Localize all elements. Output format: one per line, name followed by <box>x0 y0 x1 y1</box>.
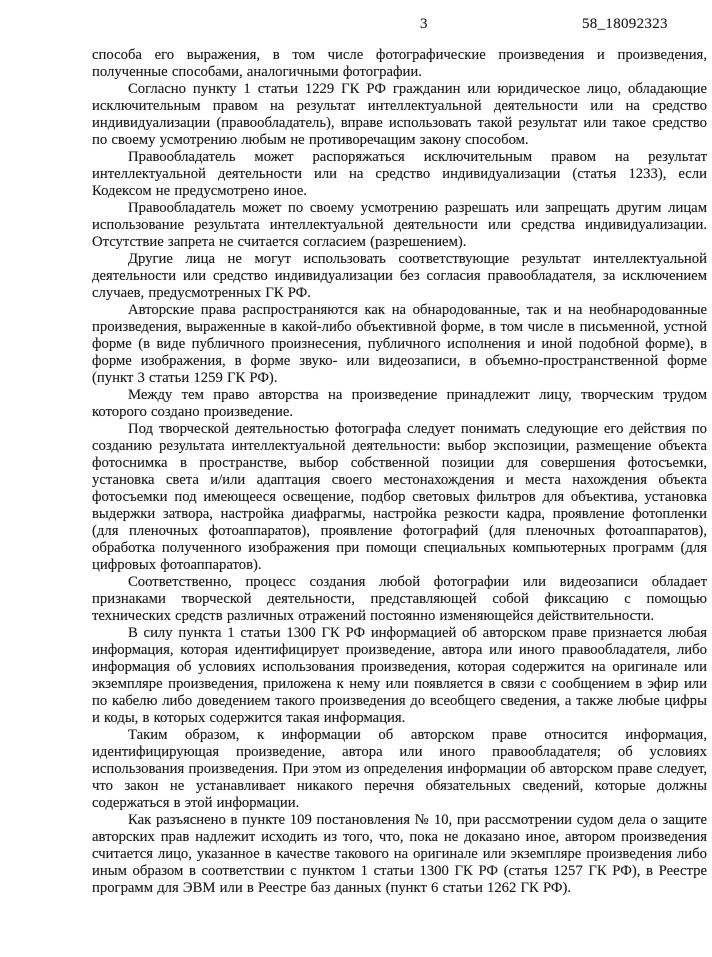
paragraph: Правообладатель может распоряжаться исключительным правом на результат интеллектуальной деятельности или на средство индивидуализации (статья 1233), если Кодексом не предусмотрено иное. <box>92 149 707 199</box>
paragraph: Другие лица не могут использовать соответствующие результат интеллектуальной деятельности или средство индивидуализации без согласия правообладателя, за исключением случаев, предусмотренных ГК РФ. <box>92 251 707 301</box>
paragraph: Согласно пункту 1 статьи 1229 ГК РФ гражданин или юридическое лицо, обладающие исключительным правом на результат интеллектуальной деятельности или на средство индивидуализации (правообладатель), вправе использовать такой результат или такое средство по своему усмотрению любым не противоречащим закону способом. <box>92 81 707 148</box>
paragraph: Авторские права распространяются как на обнародованные, так и на необнародованные произведения, выраженные в какой-либо объективной форме, в том числе в письменной, устной форме (в виде публичного произнесения, публичного исполнения и иной подобной форме), в форме изображения, в форме звуко- или видеозаписи, в объемно-пространственной форме (пункт 3 статьи 1259 ГК РФ). <box>92 302 707 386</box>
paragraph: Правообладатель может по своему усмотрению разрешать или запрещать другим лицам использование результата интеллектуальной деятельности или средства индивидуализации. Отсутствие запрета не считается согласием (разрешением). <box>92 200 707 250</box>
paragraph: способа его выражения, в том числе фотографические произведения и произведения, полученные способами, аналогичными фотографии. <box>92 47 707 80</box>
paragraph: В силу пункта 1 статьи 1300 ГК РФ информацией об авторском праве признается любая информация, которая идентифицирует произведение, автора или иного правообладателя, либо информация об условиях использования произведения, которая содержится на оригинале или экземпляре произведения, приложена к нему или появляется в связи с сообщением в эфир или по кабелю либо доведением такого произведения до всеобщего сведения, а также любые цифры и коды, в которых содержится такая информация. <box>92 625 707 726</box>
paragraph: Таким образом, к информации об авторском праве относится информация, идентифицирующая произведение, автора или иного правообладателя; об условиях использования произведения. При этом из определения информации об авторском праве следует, что закон не устанавливает никакого перечня обязательных сведений, которые должны содержаться в этой информации. <box>92 727 707 811</box>
case-number: 58_18092323 <box>582 16 668 32</box>
paragraph: Между тем право авторства на произведение принадлежит лицу, творческим трудом которого создано произведение. <box>92 387 707 420</box>
document-body <box>92 47 707 897</box>
paragraph: Соответственно, процесс создания любой фотографии или видеозаписи обладает признаками творческой деятельности, представляющей собой фиксацию с помощью технических средств различных отражений постоянно изменяющейся действительности. <box>92 574 707 624</box>
paragraph: Под творческой деятельностью фотографа следует понимать следующие его действия по созданию результата интеллектуальной деятельности: выбор экспозиции, размещение объекта фотоснимка в пространстве, выбор собственной позиции для совершения фотосъемки, установка света и/или адаптация своего местонахождения и места нахождения объекта фотосъемки под имеющееся освещение, подбор световых фильтров для объектива, установка выдержки затвора, настройка диафрагмы, настройка резкости кадра, проявление фотопленки (для пленочных фотоаппаратов), проявление фотографий (для пленочных фотоаппаратов), обработка полученного изображения при помощи специальных компьютерных программ (для цифровых фотоаппаратов). <box>92 421 707 573</box>
page-number: 3 <box>420 16 428 32</box>
paragraph: Как разъяснено в пункте 109 постановления № 10, при рассмотрении судом дела о защите авторских прав надлежит исходить из того, что, пока не доказано иное, автором произведения считается лицо, указанное в качестве такового на оригинале или экземпляре произведения либо иным образом в соответствии с пунктом 1 статьи 1300 ГК РФ (статья 1257 ГК РФ), в Реестре программ для ЭВМ или в Реестре баз данных (пункт 6 статьи 1262 ГК РФ). <box>92 812 707 896</box>
